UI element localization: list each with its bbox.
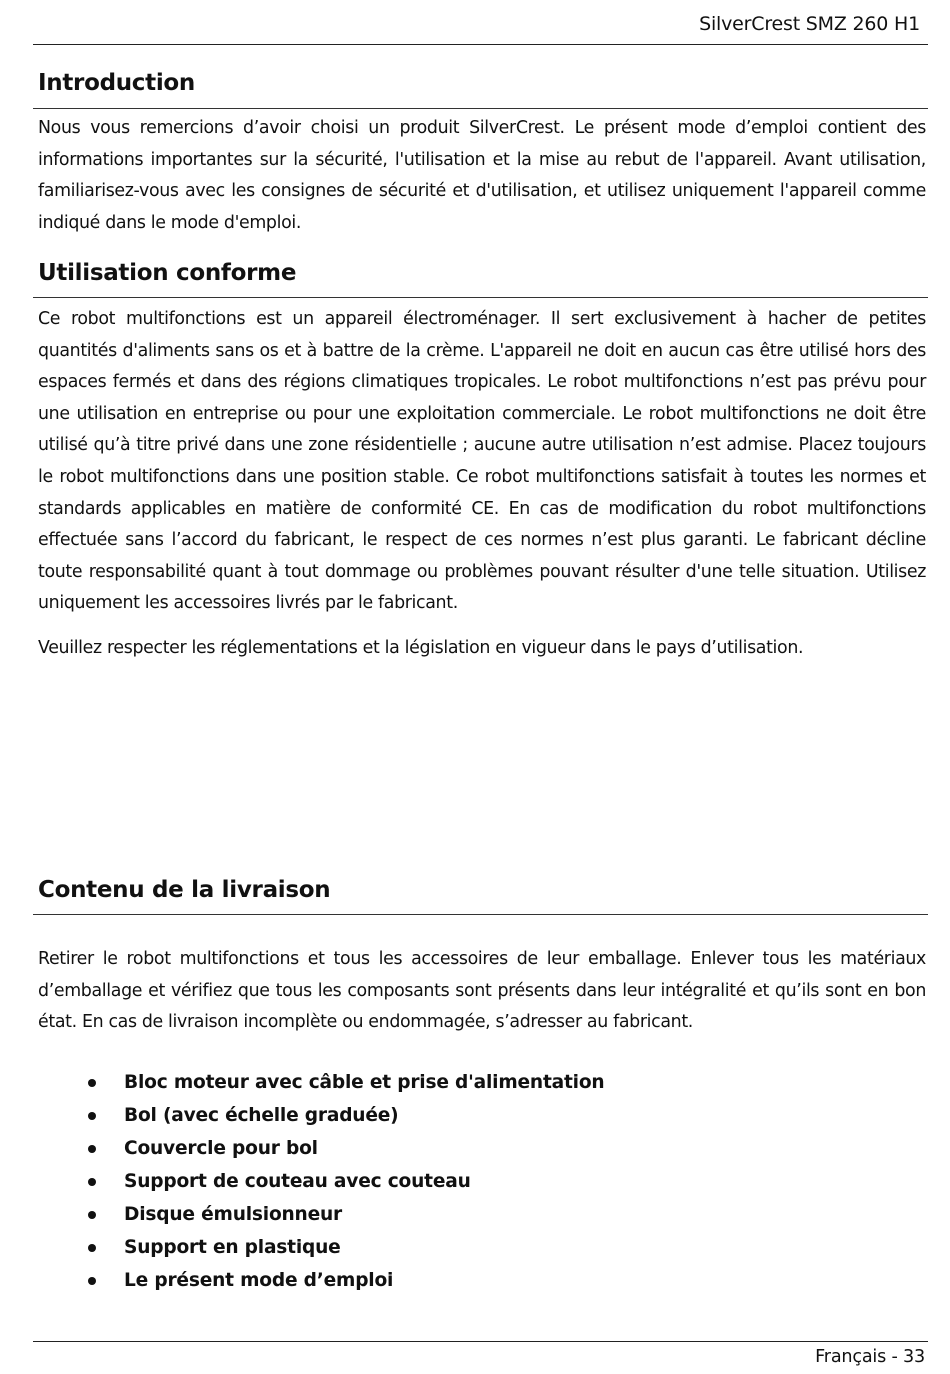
list-item-label: Support de couteau avec couteau	[124, 1171, 471, 1192]
list-item-label: Bloc moteur avec câble et prise d'alimentation	[124, 1072, 605, 1093]
bullet-icon	[88, 1112, 96, 1120]
heading-divider	[33, 297, 928, 298]
bullet-icon	[88, 1079, 96, 1087]
list-item-label: Support en plastique	[124, 1237, 341, 1258]
list-item-label: Couvercle pour bol	[124, 1138, 318, 1159]
introduction-paragraph: Nous vous remercions d’avoir choisi un produit SilverCrest. Le présent mode d’emploi contient des informations importantes sur la sécurité, l'utilisation et la mise au rebut de l'appareil. Avant utilisation, familiarisez-vous avec les consignes de sécurité et d'utilisation, et utilisez uniquement l'appareil comme indiqué dans le mode d'emploi.	[38, 118, 926, 233]
bullet-icon	[88, 1145, 96, 1153]
list-item	[84, 1198, 604, 1231]
bullet-icon	[88, 1277, 96, 1285]
header-divider	[33, 44, 928, 45]
utilisation-paragraph: Ce robot multifonctions est un appareil électroménager. Il sert exclusivement à hacher de petites quantités d'aliments sans os et à battre de la crème. L'appareil ne doit en aucun cas être utilisé hors des espaces fermés et dans des régions climatiques tropicales. Le robot multifonctions n’est pas prévu pour une utilisation en entreprise ou pour une exploitation commerciale. Le robot multifonctions ne doit être utilisé qu’à titre privé dans une zone résidentielle ; aucune autre utilisation n’est admise. Placez toujours le robot multifonctions dans une position stable. Ce robot multifonctions satisfait à toutes les normes et standards applicables en matière de conformité CE. En cas de modification du robot multifonctions effectuée sans l’accord du fabricant, le respect de ces normes n’est plus garanti. Le fabricant décline toute responsabilité quant à tout dommage ou problèmes pouvant résulter d'une telle situation. Utilisez uniquement les accessoires livrés par le fabricant.	[38, 309, 926, 614]
page-number: Français - 33	[815, 1347, 925, 1367]
bullet-icon	[88, 1178, 96, 1186]
section-heading-introduction: Introduction	[38, 70, 195, 96]
contenu-paragraph: Retirer le robot multifonctions et tous les accessoires de leur emballage. Enlever tous les matériaux d’emballage et vérifiez que tous les composants sont présents dans leur intégralité et qu’ils sont en bon état. En cas de livraison incomplète ou endommagée, s’adresser au fabricant.	[38, 949, 926, 1033]
list-item	[84, 1165, 604, 1198]
bullet-icon	[88, 1244, 96, 1252]
list-item	[84, 1132, 604, 1165]
delivery-contents-list	[84, 1066, 604, 1297]
list-item	[84, 1264, 604, 1297]
list-item-label: Disque émulsionneur	[124, 1204, 343, 1225]
bullet-icon	[88, 1211, 96, 1219]
list-item-label: Bol (avec échelle graduée)	[124, 1105, 399, 1126]
footer-divider	[33, 1341, 928, 1342]
legislation-paragraph: Veuillez respecter les réglementations et la législation en vigueur dans le pays d’utilisation.	[38, 638, 804, 658]
heading-divider	[33, 108, 928, 109]
section-heading-utilisation: Utilisation conforme	[38, 260, 297, 286]
heading-divider	[33, 914, 928, 915]
list-item-label: Le présent mode d’emploi	[124, 1270, 394, 1291]
list-item	[84, 1099, 604, 1132]
list-item	[84, 1066, 604, 1099]
section-heading-contenu: Contenu de la livraison	[38, 877, 331, 903]
document-title: SilverCrest SMZ 260 H1	[699, 13, 920, 35]
list-item	[84, 1231, 604, 1264]
